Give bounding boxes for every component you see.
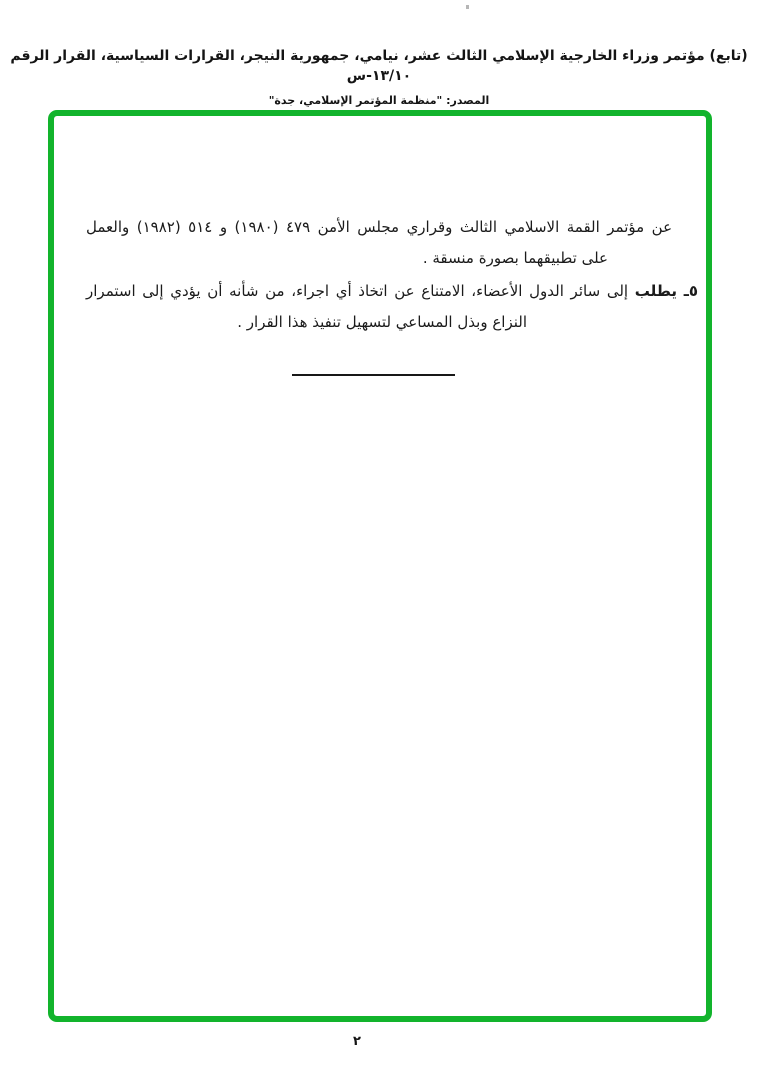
item-5-marker: ٥ـ: [683, 282, 698, 300]
item-5-line-1: [86, 276, 698, 307]
resolution-item-5: [86, 276, 698, 338]
item-5-line-1-text: إلى سائر الدول الأعضاء، الامتناع عن اتخاذ أي اجراء، من شأنه أن يؤدي إلى استمرار: [86, 282, 629, 300]
header-title: (تابع) مؤتمر وزراء الخارجية الإسلامي الثالث عشر، نيامي، جمهورية النيجر، القرارات السياسية، القرار الرقم ١٣/١٠-س: [10, 48, 748, 84]
item-5-line-2: النزاع وبذل المساعي لتسهيل تنفيذ هذا القرار .: [237, 313, 527, 331]
item-5-lead-word: يطلب: [634, 282, 678, 300]
header-source: المصدر: "منظمة المؤتمر الإسلامي، جدة": [268, 94, 490, 107]
continuation-line-1: عن مؤتمر القمة الاسلامي الثالث وقراري مجلس الأمن ٤٧٩ (١٩٨٠) و ٥١٤ (١٩٨٢) والعمل: [86, 218, 673, 236]
section-divider: [292, 374, 455, 376]
page-number: ٢: [353, 1034, 361, 1049]
continuation-paragraph: [86, 212, 672, 274]
page-header: [0, 46, 758, 107]
resolution-text-block: [86, 212, 698, 338]
continuation-line-2: على تطبيقهما بصورة منسقة .: [422, 249, 608, 267]
scan-artifact-dot: [466, 5, 469, 9]
